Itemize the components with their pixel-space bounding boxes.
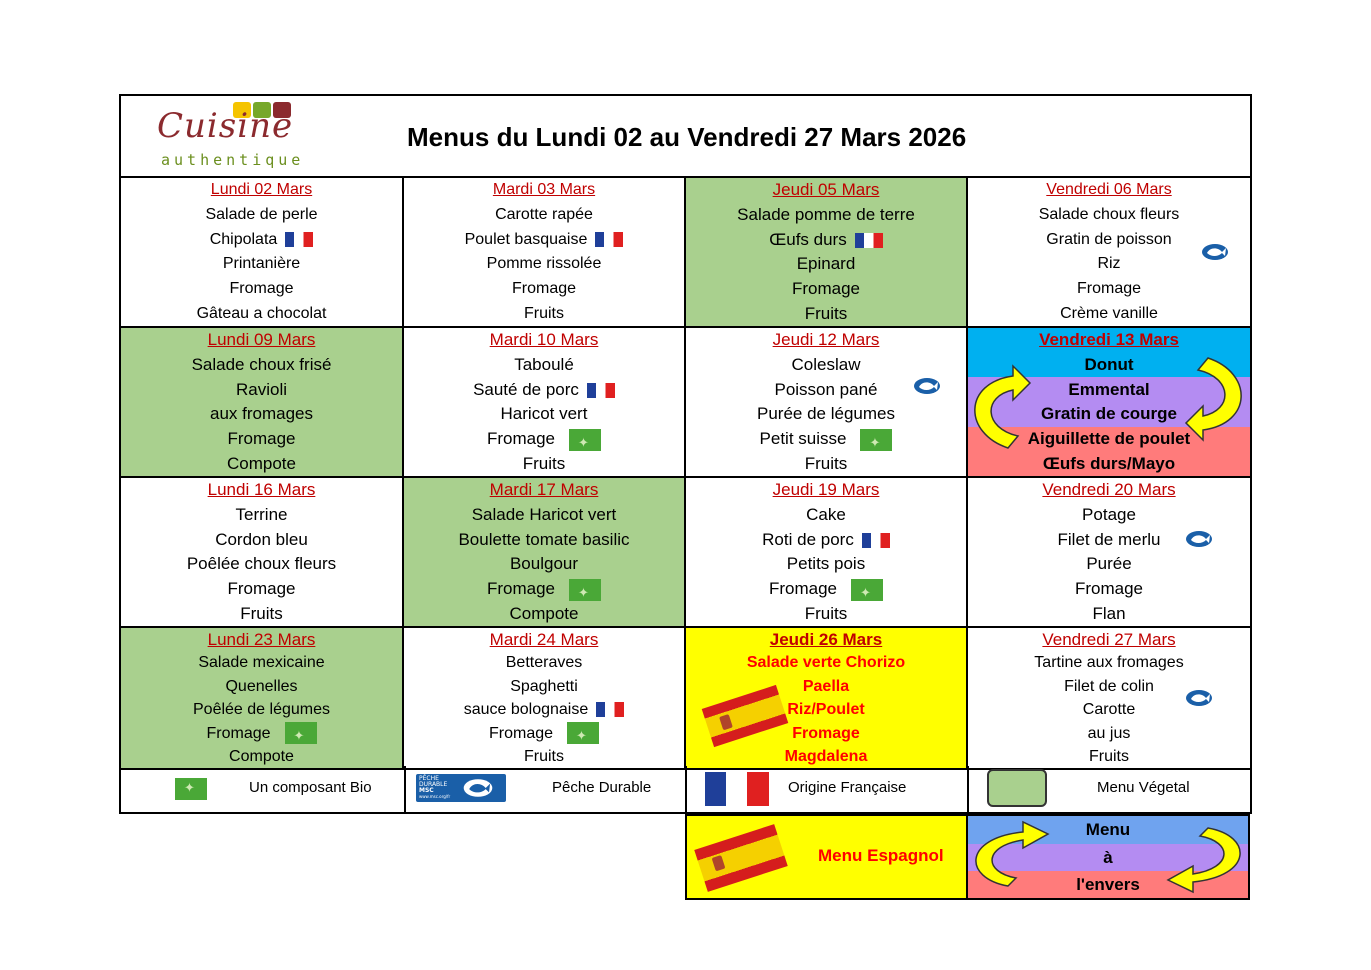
french-flag-icon	[705, 772, 769, 806]
menu-item: Gratin de poisson	[1046, 230, 1172, 248]
menu-item: Boulgour	[509, 554, 579, 574]
menu-item: Flan	[1092, 603, 1126, 623]
day-name: Lundi 09 Mars	[207, 330, 316, 349]
menu-item: Gâteau a chocolat	[196, 304, 327, 322]
menu-item: Fromage	[229, 280, 294, 298]
menu-item: Salade pomme de terre	[737, 204, 915, 224]
menu-item: Coleslaw	[791, 354, 861, 374]
logo-script: Cuisine	[157, 106, 294, 146]
menu-item: Riz/Poulet	[787, 701, 865, 719]
day-cell	[685, 477, 967, 627]
legend-peche-label: Pêche Durable	[552, 779, 652, 796]
menu-item: Crème vanille	[1060, 304, 1158, 322]
menu-item: Fromage	[227, 579, 296, 599]
legend	[119, 766, 1250, 812]
menu-item: Fruits	[804, 603, 848, 623]
french-flag-icon	[862, 533, 890, 548]
menu-item: Compote	[229, 747, 294, 765]
menu-envers-line3: l'envers	[1076, 875, 1140, 894]
bio-leaf-icon	[567, 722, 599, 744]
menu-item: Riz	[1097, 255, 1121, 273]
menu-item: Fruits	[240, 603, 283, 623]
bio-leaf-icon	[569, 429, 601, 451]
menu-item: Betteraves	[505, 654, 583, 672]
day-cell-envers	[967, 327, 1251, 477]
day-name: Lundi 16 Mars	[207, 480, 316, 499]
menu-item: Fromage	[791, 279, 861, 299]
day-cell	[403, 177, 685, 327]
day-cell-vegetal	[120, 627, 403, 769]
week-row	[120, 627, 1251, 769]
menu-item: Fromage	[206, 724, 271, 742]
menu-item: Carotte rapée	[495, 205, 593, 223]
menu-item: Petit suisse	[759, 429, 847, 449]
menu-item: Fruits	[1089, 747, 1129, 765]
day-name: Lundi 23 Mars	[207, 630, 316, 649]
msc-fish-icon	[1184, 529, 1214, 549]
menu-item: Boulette tomate basilic	[458, 529, 630, 549]
menu-item: Petits pois	[786, 554, 866, 574]
menu-item: Cordon bleu	[215, 529, 308, 549]
menu-item: Roti de porc	[762, 529, 854, 549]
menu-item: Cake	[806, 504, 846, 524]
bio-leaf-icon	[569, 579, 601, 601]
menu-item: sauce bolognaise	[463, 701, 589, 719]
menu-item: Salade choux fleurs	[1038, 205, 1180, 223]
day-cell	[403, 327, 685, 477]
menu-item: Salade choux frisé	[191, 354, 332, 374]
menu-item: Salade de perle	[205, 205, 318, 223]
bio-leaf-icon	[285, 722, 317, 744]
menu-item: Taboulé	[514, 354, 574, 374]
bio-leaf-icon	[851, 579, 883, 601]
menu-item: Fromage	[486, 429, 556, 449]
day-cell	[967, 477, 1251, 627]
day-name: Mardi 24 Mars	[489, 630, 599, 649]
cuisine-authentique-logo	[157, 102, 307, 170]
day-name: Jeudi 26 Mars	[769, 630, 883, 649]
day-name: Vendredi 20 Mars	[1042, 480, 1176, 499]
menu-item: Œufs durs	[769, 229, 847, 249]
legend-peche	[404, 766, 687, 814]
menu-item: Fromage	[1076, 280, 1142, 298]
day-name: Lundi 02 Mars	[210, 181, 313, 198]
french-flag-icon	[595, 232, 623, 247]
menu-item: Emmental	[1068, 379, 1150, 399]
menu-item: Purée	[1086, 554, 1132, 574]
day-name: Jeudi 19 Mars	[772, 480, 880, 499]
legend-bio-label: Un composant Bio	[249, 779, 372, 796]
logo-subtitle: authentique	[161, 151, 305, 169]
menu-item: Poêlée de légumes	[193, 701, 330, 719]
menu-item: Spaghetti	[510, 677, 578, 695]
menu-item: Epinard	[796, 254, 856, 274]
menu-item: Paella	[802, 677, 850, 695]
menu-item: Quenelles	[225, 677, 298, 695]
french-flag-icon	[596, 702, 624, 717]
day-cell-vegetal	[403, 477, 685, 627]
msc-fish-icon	[912, 376, 942, 396]
menu-item: Compote	[509, 603, 579, 623]
menu-item: au jus	[1087, 724, 1131, 742]
menu-item: Filet de colin	[1064, 677, 1154, 695]
spanish-flag-icon	[694, 824, 787, 892]
legend-vegetal-label: Menu Végetal	[1097, 779, 1190, 796]
menu-item: Fruits	[804, 303, 848, 323]
menu-item: Poêlée choux fleurs	[186, 554, 337, 574]
menu-item: Terrine	[235, 504, 288, 524]
menu-item: Magdalena	[784, 747, 868, 765]
menu-item: Pomme rissolée	[486, 255, 602, 273]
french-flag-icon	[587, 383, 615, 398]
msc-fish-icon	[1184, 688, 1214, 708]
menu-item: Poisson pané	[774, 379, 878, 399]
day-cell	[685, 327, 967, 477]
menu-item: Fruits	[804, 453, 848, 473]
menu-item: Tartine aux fromages	[1034, 654, 1184, 672]
day-name: Vendredi 13 Mars	[1039, 330, 1179, 349]
day-name: Jeudi 12 Mars	[772, 330, 880, 349]
vegetal-swatch-icon	[987, 769, 1047, 807]
menu-item: Potage	[1082, 504, 1136, 524]
menu-item: Carotte	[1082, 701, 1136, 719]
french-flag-icon	[855, 233, 883, 248]
menu-item: Haricot vert	[500, 404, 588, 424]
day-name: Jeudi 05 Mars	[772, 180, 880, 199]
menu-item: Salade mexicaine	[198, 654, 325, 672]
msc-fish-icon	[1200, 242, 1230, 262]
menu-item: Fromage	[792, 724, 860, 742]
header	[119, 94, 1252, 178]
day-cell	[403, 627, 685, 769]
menu-item: Chipolata	[209, 230, 278, 248]
menu-item: Gratin de courge	[1040, 404, 1178, 424]
day-cell-vegetal	[120, 327, 403, 477]
french-flag-icon	[285, 232, 313, 247]
day-cell-espagnol	[685, 627, 967, 769]
menu-item: aux fromages	[210, 404, 313, 424]
menu-item: Purée de légumes	[757, 404, 895, 424]
menu-espagnol-label: Menu Espagnol	[818, 846, 944, 865]
menu-item: Salade verte Chorizo	[746, 654, 906, 672]
legend-bio	[119, 766, 404, 814]
day-cell	[120, 477, 403, 627]
bio-leaf-icon	[860, 429, 892, 451]
msc-logo-icon: PÊCHE DURABLE MSC www.msc.org/fr	[416, 774, 506, 802]
menu-item: Fromage	[768, 579, 838, 599]
legend-origine	[685, 766, 969, 814]
menu-item: Fromage	[511, 280, 577, 298]
day-cell	[967, 627, 1251, 769]
menu-item: Fromage	[1074, 579, 1144, 599]
day-name: Mardi 17 Mars	[489, 480, 599, 499]
menu-envers-box	[966, 814, 1250, 900]
day-name: Mardi 10 Mars	[489, 330, 599, 349]
menu-item: Filet de merlu	[1057, 529, 1161, 549]
week-row	[120, 477, 1251, 627]
menu-item: Ravioli	[235, 379, 288, 399]
menu-item: Salade Haricot vert	[471, 504, 617, 524]
menu-item: Œufs durs/Mayo	[1042, 453, 1176, 473]
menu-item: Aiguillette de poulet	[1027, 429, 1191, 449]
menu-grid	[119, 176, 1252, 770]
menu-item: Fromage	[486, 579, 556, 599]
menu-item: Compote	[227, 453, 296, 473]
menu-envers-line1: Menu	[1085, 820, 1131, 839]
day-cell	[120, 177, 403, 327]
day-cell-vegetal	[685, 177, 967, 327]
week-row	[120, 327, 1251, 477]
menu-item: Donut	[1084, 354, 1134, 374]
menu-espagnol-box	[685, 814, 968, 900]
week-row	[120, 177, 1251, 327]
day-cell	[967, 177, 1251, 327]
menu-item: Fruits	[524, 304, 564, 322]
bio-leaf-icon	[175, 778, 207, 800]
menu-item: Sauté de porc	[473, 379, 579, 399]
day-name: Vendredi 27 Mars	[1042, 630, 1176, 649]
legend-origine-label: Origine Française	[788, 779, 907, 796]
day-name: Mardi 03 Mars	[492, 181, 596, 198]
menu-item: Printanière	[222, 255, 301, 273]
legend-vegetal	[967, 766, 1252, 814]
menu-item: Fromage	[488, 724, 554, 742]
menu-envers-line2: à	[1103, 848, 1113, 867]
menu-item: Fromage	[227, 429, 296, 449]
menu-item: Fruits	[522, 453, 566, 473]
page-title: Menus du Lundi 02 au Vendredi 27 Mars 2026	[407, 122, 967, 152]
menu-item: Fruits	[524, 747, 564, 765]
menu-item: Poulet basquaise	[464, 230, 588, 248]
day-name: Vendredi 06 Mars	[1046, 181, 1172, 198]
